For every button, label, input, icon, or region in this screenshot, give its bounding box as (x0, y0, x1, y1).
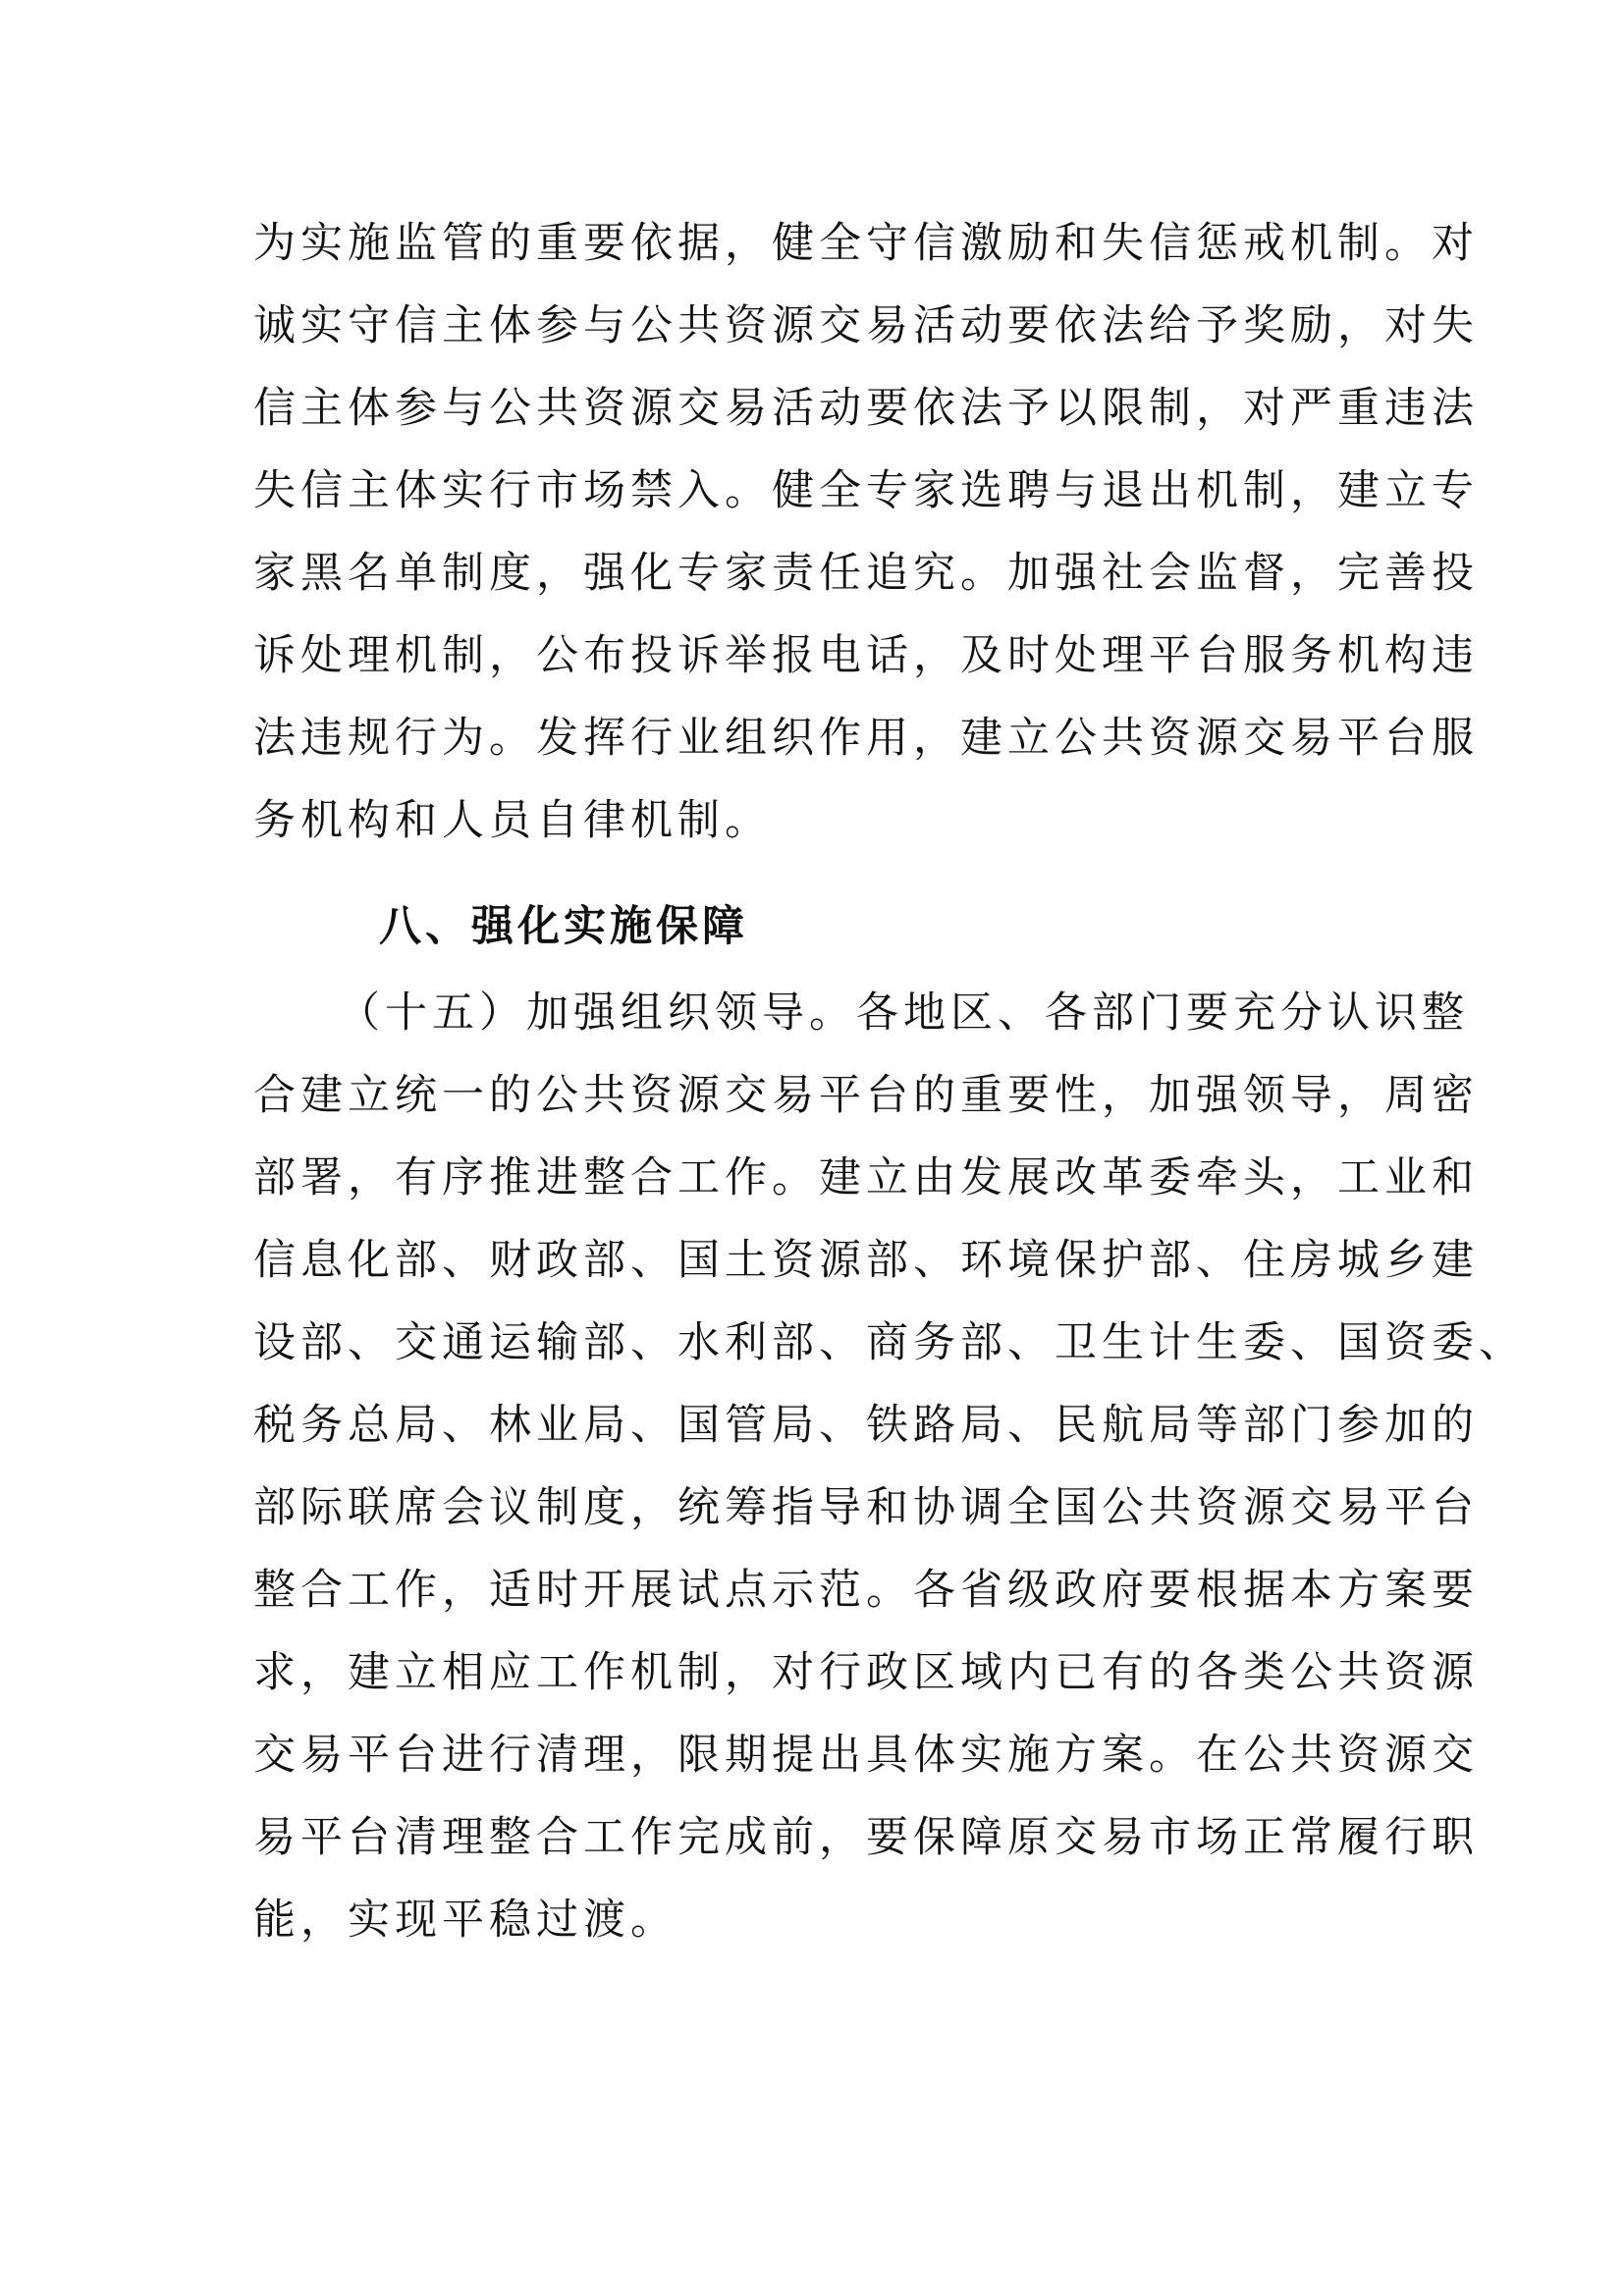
text-line: 整合工作，适时开展试点示范。各省级政府要根据本方案要 (253, 1566, 1479, 1615)
text-line: 设部、交通运输部、水利部、商务部、卫生计生委、国资委、 (253, 1318, 1526, 1367)
text-line: 诉处理机制，公布投诉举报电话，及时处理平台服务机构违 (253, 631, 1479, 680)
text-line: 部际联席会议制度，统筹指导和协调全国公共资源交易平台 (253, 1483, 1479, 1532)
text-line: 合建立统一的公共资源交易平台的重要性，加强领导，周密 (253, 1071, 1479, 1120)
text-line: 家黑名单制度，强化专家责任追究。加强社会监督，完善投 (253, 549, 1479, 598)
text-line: 信息化部、财政部、国土资源部、环境保护部、住房城乡建 (253, 1236, 1479, 1285)
text-line: 失信主体实行市场禁入。健全专家选聘与退出机制，建立专 (253, 466, 1479, 515)
text-line: 法违规行为。发挥行业组织作用，建立公共资源交易平台服 (253, 714, 1479, 763)
text-line: 部署，有序推进整合工作。建立由发展改革委牵头，工业和 (253, 1153, 1479, 1202)
text-line: 税务总局、林业局、国管局、铁路局、民航局等部门参加的 (253, 1401, 1479, 1450)
text-line: 易平台清理整合工作完成前，要保障原交易市场正常履行职 (253, 1813, 1479, 1862)
text-line: 为实施监管的重要依据，健全守信激励和失信惩戒机制。对 (253, 219, 1479, 268)
text-line: 能，实现平稳过渡。 (253, 1896, 677, 1945)
paragraph-fifteen (253, 972, 1526, 1961)
section-heading: 八、强化实施保障 (379, 902, 748, 951)
text-line: 务机构和人员自律机制。 (253, 796, 772, 845)
text-line: 求，建立相应工作机制，对行政区域内已有的各类公共资源 (253, 1648, 1479, 1697)
paragraph-continuation (253, 202, 1479, 862)
text-line: 交易平台进行清理，限期提出具体实施方案。在公共资源交 (253, 1731, 1479, 1780)
text-line: 信主体参与公共资源交易活动要依法予以限制，对严重违法 (253, 384, 1479, 433)
text-line: 诚实守信主体参与公共资源交易活动要依法给予奖励，对失 (253, 301, 1479, 350)
text-line: （十五）加强组织领导。各地区、各部门要充分认识整 (338, 988, 1469, 1038)
